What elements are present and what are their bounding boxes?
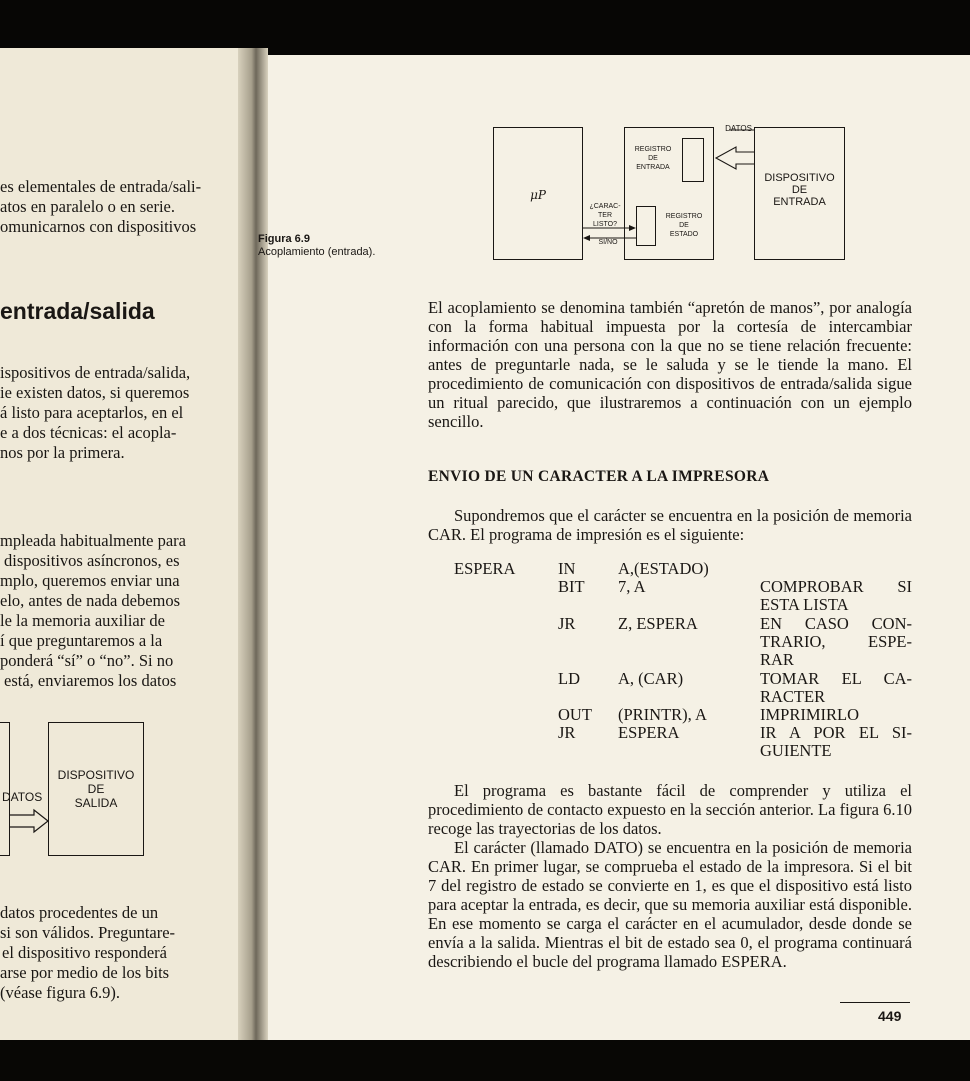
paragraph-line: e a dos técnicas: el acopla- [0,423,177,442]
paragraph-line: á listo para aceptarlos, en el [0,403,184,422]
program-op: IN [558,559,576,578]
program-comment: RAR [760,650,794,669]
intro-line: omunicarnos con dispositivos [0,217,197,236]
program-op: JR [558,614,576,633]
intro-line: atos en paralelo o en serie. [0,197,176,216]
program-listing [454,560,924,770]
output-device-label: DISPOSITIVO DE SALIDA [57,768,135,810]
section-heading: entrada/salida [0,298,155,324]
program-comment: TRARIO, ESPE- [760,632,912,651]
dato-paragraph: El carácter (llamado DATO) se encuentra en la posición de memoria CAR. En primer lugar, se comprueba el estado de la impresora. Si el bit 7 del registro de estado se convierte en 1, es que el dispositivo está listo para aceptar la entrada, es decir, que su memoria auxiliar está disponible. En ese momento se carga el carácter en el acumulador, desde donde se envía a la salida. Mientras el bit de estado sea 0, el programa continuará describiendo el bucle del programa llamado ESPERA. [428,838,912,971]
program-arg: A,(ESTADO) [618,559,709,578]
program-op: OUT [558,705,592,724]
program-arg: 7, A [618,577,646,596]
left-page-content [0,0,250,1040]
paragraph-line: arse por medio de los bits [0,963,170,982]
yes-no-label: SI/NO [598,239,618,246]
program-comment: GUIENTE [760,741,832,760]
data-label: DATOS [725,124,752,133]
page-number: 449 [878,1008,902,1024]
paragraph-line: ispositivos de entrada/salida, [0,363,191,382]
paragraph-line: está, enviaremos los datos [4,671,177,690]
status-register-label: REGISTRO DE ESTADO [665,213,703,238]
left-diagram-partial-box [0,722,10,856]
ready-question-label: ¿CARAC- TER LISTO? [589,203,621,228]
diagram-connectors [490,120,850,265]
bottom-band [0,1040,970,1081]
program-op: LD [558,669,580,688]
program-arg: A, (CAR) [618,669,684,688]
program-arg: ESPERA [618,723,680,742]
program-comment: RACTER [760,687,826,706]
paragraph-line: nos por la primera. [0,443,125,462]
figure-6-9-diagram [490,120,850,265]
intro-line: es elementales de entrada/sali- [0,177,202,196]
program-op: JR [558,723,576,742]
section-heading-print: ENVIO DE UN CARACTER A LA IMPRESORA [428,468,770,485]
program-comment: ESTA LISTA [760,595,849,614]
paragraph-line: mplo, queremos enviar una [0,571,180,590]
program-comment: EN CASO CON- [760,614,912,633]
paragraph-line: dispositivos asíncronos, es [4,551,180,570]
program-explanation-paragraph: El programa es bastante fácil de comprender y utiliza el procedimiento de contacto expuesto en la sección anterior. La figura 6.10 recoge las trayectorias de los datos. [428,781,912,838]
paragraph-line: el dispositivo responderá [2,943,167,962]
paragraph-line: datos procedentes de un [0,903,159,922]
program-arg: (PRINTR), A [618,705,707,724]
program-comment: IR A POR EL SI- [760,723,912,742]
program-comment: IMPRIMIRLO [760,705,860,724]
paragraph-line: í que preguntaremos a la [0,631,163,650]
intro-paragraph: El acoplamiento se denomina también “apretón de manos”, por analogía con la forma habitual impuesta por la cortesía de intercambiar información con una persona con la que no se tiene relación frecuente: antes de preguntarle nada, se le saluda y se le tiende la mano. El procedimiento de comunicación con dispositivos de entrada/salida sigue un ritual parecido, que ilustraremos a continuación con un ejemplo sencillo. [428,298,912,431]
paragraph-line: (véase figura 6.9). [0,983,121,1002]
paragraph-line: si son válidos. Preguntare- [0,923,176,942]
program-comment: COMPROBAR SI [760,577,912,596]
paragraph-line: elo, antes de nada debemos [0,591,181,610]
program-comment: TOMAR EL CA- [760,669,912,688]
program-label: ESPERA [454,559,516,578]
paragraph-line: le la memoria auxiliar de [0,611,165,630]
input-register-label: REGISTRO DE ENTRADA [634,146,672,171]
program-arg: Z, ESPERA [618,614,698,633]
datos-label: DATOS [2,790,43,804]
suppose-paragraph: Supondremos que el carácter se encuentra en la posición de memoria CAR. El programa de impresión es el siguiente: [428,506,912,544]
program-op: BIT [558,577,585,596]
input-device-label: DISPOSITIVO DE ENTRADA [764,172,835,208]
paragraph-line: ie existen datos, si queremos [0,383,190,402]
paragraph-line: ponderá “sí” o “no”. Si no [0,651,174,670]
microprocessor-label: μP [530,188,546,202]
paragraph-line: mpleada habitualmente para [0,531,186,550]
data-arrow-icon [8,808,50,834]
figure-caption: Figura 6.9 Acoplamiento (entrada). [258,233,376,258]
page-number-rule [840,1002,910,1003]
